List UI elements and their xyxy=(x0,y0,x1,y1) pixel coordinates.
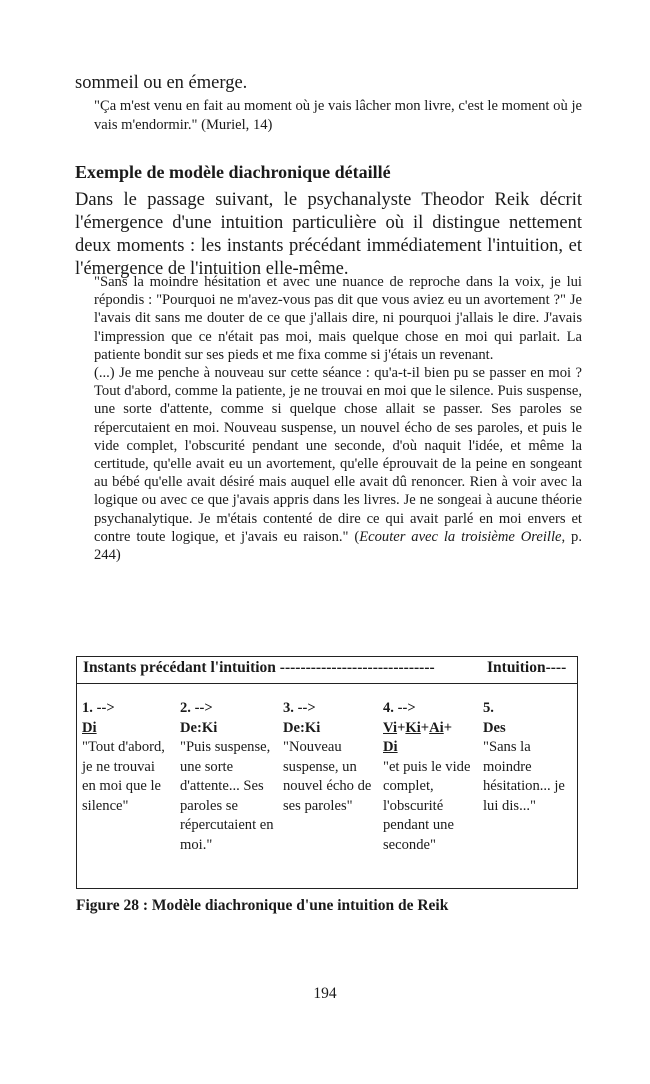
quote-reik-part2 xyxy=(94,364,582,564)
column-code: De:Ki xyxy=(283,719,321,736)
figure-header-divider xyxy=(77,683,577,684)
figure-table xyxy=(76,656,578,889)
column-description: "et puis le vide complet, l'obscurité pendant une seconde" xyxy=(383,758,471,853)
quote-reik xyxy=(94,273,582,564)
column-number: 1. --> xyxy=(82,700,115,716)
column-code: Des xyxy=(483,719,506,736)
figure-header xyxy=(83,659,567,677)
page-number: 194 xyxy=(313,985,337,1002)
column-number: 4. --> xyxy=(383,700,416,716)
figure-column-4 xyxy=(383,699,479,855)
column-code: Vi+Ki+Ai+ Di xyxy=(383,719,453,755)
column-number: 3. --> xyxy=(283,700,316,716)
quote-reik-part3: , p. 244) xyxy=(94,528,582,564)
quote-muriel: "Ça m'est venu en fait au moment où je vais lâcher mon livre, c'est le moment où je vais m'endormir." (Muriel, 14) xyxy=(94,98,582,133)
column-number: 2. --> xyxy=(180,700,213,716)
figure-caption: Figure 28 : Modèle diachronique d'une intuition de Reik xyxy=(76,897,449,914)
column-description: "Sans la moindre hésitation... je lui dis..." xyxy=(483,739,565,814)
column-description: "Tout d'abord, je ne trouvai en moi que le silence" xyxy=(82,739,165,814)
figure-column-1 xyxy=(82,699,166,816)
figure-column-3 xyxy=(283,699,379,816)
top-line: sommeil ou en émerge. xyxy=(75,73,248,93)
figure-header-right: Intuition---- xyxy=(487,659,567,676)
column-description: "Nouveau suspense, un nouvel écho de ses paroles" xyxy=(283,739,372,814)
column-number: 5. xyxy=(483,700,494,716)
figure-column-2 xyxy=(180,699,280,855)
column-code: De:Ki xyxy=(180,719,218,736)
quote-reik-part1: "Sans la moindre hésitation et avec une nuance de reproche dans la voix, je lui répondis : "Pourquoi ne m'avez-vous pas dit que vous aviez eu un avortement ?" Je l'avais dit sans me douter de ce que j'allais dire, ni pourquoi j'allais le dire. J'avais l'impression que ce n'était pas moi, mais quelque chose en moi qui parlait. La patiente bondit sur ses pieds et me fixa comme si j'étais un revenant. xyxy=(94,274,582,363)
quote-reik-part2-text: (...) Je me penche à nouveau sur cette séance : qu'a-t-il bien pu se passer en moi ? Tout d'abord, comme la patiente, je ne trouvai en moi que le silence. Puis suspense, une sorte d'attente, comme si quelque chose allait se passer. Ses paroles se répercutaient en moi. Nouveau suspense, un nouvel écho de ses paroles, et puis le vide complet, l'obscurité pendant une seconde, d'où naquit l'idée, et même la certitude, qu'elle avait eu un avortement, qu'elle éprouvait de la peine en songeant au bébé qu'elle avait désiré mais auquel elle avait dû renoncer. Rien à voir avec la logique ou avec ce que j'avais appris dans les livres. Je ne songeai à aucune théorie psychanalytique. Je m'étais contenté de dire ce qui avait parlé en moi envers et contre toute logique, et j'avais eu raison." ( xyxy=(94,365,582,545)
figure-header-left: Instants précédant l'intuition ------------------------------ xyxy=(83,659,435,676)
figure-column-5 xyxy=(483,699,573,816)
section-heading: Exemple de modèle diachronique détaillé xyxy=(75,162,391,182)
body-paragraph: Dans le passage suivant, le psychanalyste Theodor Reik décrit l'émergence d'une intuition particulière où il distingue nettement deux moments : les instants précédant immédiatement l'intuition, et l'émergence de l'intuition elle-même. xyxy=(75,190,582,279)
column-description: "Puis suspense, une sorte d'attente... Ses paroles se répercutaient en moi." xyxy=(180,739,274,853)
column-code: Di xyxy=(82,719,97,736)
quote-reik-citation: Ecouter avec la troisième Oreille xyxy=(359,528,562,545)
